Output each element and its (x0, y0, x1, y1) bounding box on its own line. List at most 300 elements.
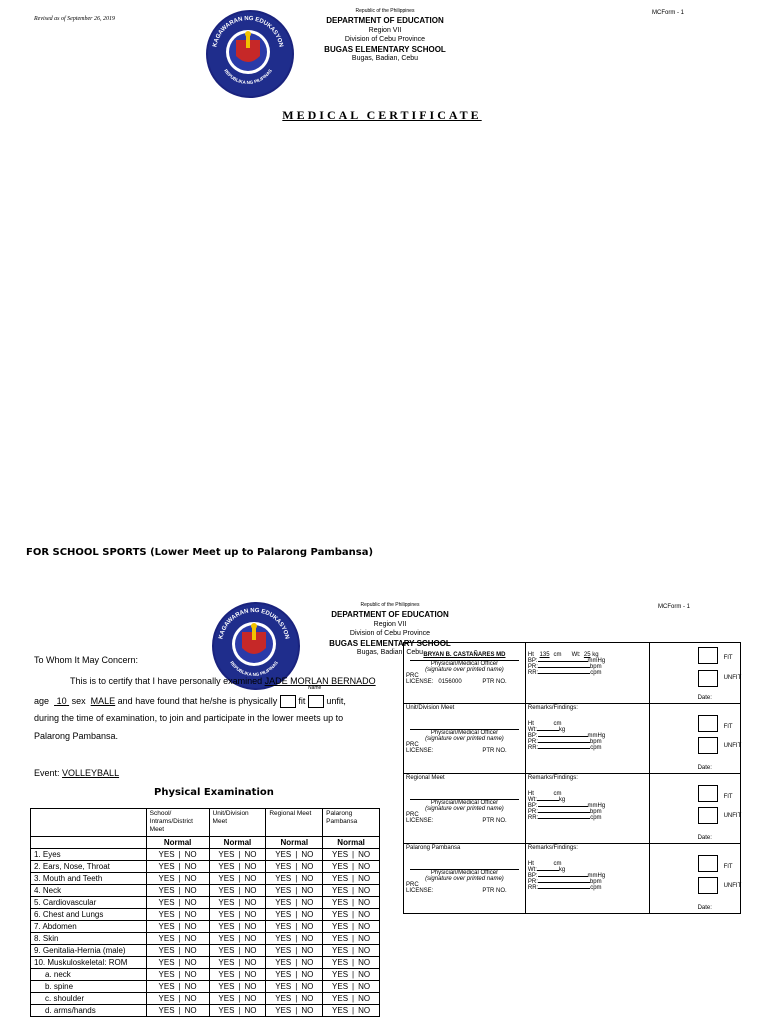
pe-yes-no-cell[interactable] (266, 945, 323, 957)
pe-yes-no-cell[interactable] (323, 1005, 380, 1017)
pe-yes-no-cell[interactable] (266, 981, 323, 993)
table-row (31, 897, 380, 909)
pe-yes-no-cell[interactable] (323, 849, 380, 861)
pe-yes-no-cell[interactable] (146, 993, 209, 1005)
yes-option[interactable]: YES (218, 886, 235, 895)
table-row (31, 861, 380, 873)
pe-yes-no-cell[interactable] (323, 945, 380, 957)
yes-option[interactable]: YES (218, 922, 235, 931)
table-row (31, 849, 380, 861)
no-option[interactable]: NO (358, 910, 371, 919)
no-option[interactable]: NO (184, 862, 197, 871)
yes-no-separator: | (352, 898, 355, 907)
yes-option[interactable]: YES (158, 886, 175, 895)
event-line (34, 768, 119, 778)
no-option[interactable]: NO (358, 850, 371, 859)
yes-option[interactable]: YES (275, 886, 292, 895)
physician-name[interactable] (410, 861, 519, 870)
no-option[interactable]: NO (358, 982, 371, 991)
pe-yes-no-cell[interactable] (266, 849, 323, 861)
physician-name[interactable]: BRYAN B. CASTAÑARES MD (410, 652, 519, 661)
yes-option[interactable]: YES (275, 970, 292, 979)
pe-yes-no-cell[interactable] (323, 885, 380, 897)
yes-option[interactable]: YES (158, 970, 175, 979)
physician-name[interactable] (410, 791, 519, 800)
pe-yes-no-cell[interactable] (266, 885, 323, 897)
yes-option[interactable]: YES (218, 862, 235, 871)
yes-option[interactable]: YES (332, 850, 349, 859)
yes-option[interactable]: YES (332, 1006, 349, 1015)
pe-yes-no-cell[interactable] (266, 909, 323, 921)
officer-label: Physician/Medical Officer (430, 661, 499, 667)
meet-physician-cell (404, 774, 526, 844)
pe-yes-no-cell[interactable] (146, 909, 209, 921)
pe-yes-no-cell[interactable] (323, 897, 380, 909)
height-field[interactable]: Ht cm (527, 861, 562, 867)
pe-item-label: 3. Mouth and Teeth (31, 873, 147, 885)
officer-label: Physician/Medical Officer (430, 730, 499, 736)
license-line: LICENSE: PTR NO. (406, 748, 507, 754)
svg-text:KAGAWARAN NG EDUKASYON: KAGAWARAN NG EDUKASYON (212, 15, 284, 48)
pe-title: Physical Examination (154, 787, 274, 798)
republic-label: Republic of the Philippines (355, 8, 415, 14)
prc-label: PRC (406, 742, 419, 748)
yes-option[interactable]: YES (158, 862, 175, 871)
yes-option[interactable]: YES (275, 898, 292, 907)
yes-option[interactable]: YES (275, 862, 292, 871)
no-option[interactable]: NO (184, 898, 197, 907)
yes-option[interactable]: YES (218, 874, 235, 883)
table-row (31, 969, 380, 981)
unfit-label: UNFIT (723, 675, 742, 681)
unfit-checkbox[interactable] (308, 695, 324, 708)
yes-no-separator: | (178, 874, 181, 883)
date-label: Date: (697, 695, 712, 701)
pe-item-label: 5. Cardiovascular (31, 897, 147, 909)
no-option[interactable]: NO (358, 862, 371, 871)
signature-caption: (signature over printed name) (425, 876, 504, 882)
pe-yes-no-cell[interactable] (266, 1005, 323, 1017)
yes-option[interactable]: YES (218, 850, 235, 859)
meet-physician-cell (404, 704, 526, 774)
pe-yes-no-cell[interactable] (146, 1005, 209, 1017)
yes-option[interactable]: YES (158, 898, 175, 907)
meet-row (404, 844, 741, 914)
no-option[interactable]: NO (358, 934, 371, 943)
yes-option[interactable]: YES (158, 874, 175, 883)
pe-yes-no-cell[interactable] (209, 897, 266, 909)
no-option[interactable]: NO (301, 910, 314, 919)
license-line: LICENSE: PTR NO. (406, 888, 507, 894)
yes-no-separator: | (352, 1006, 355, 1015)
school-name: BUGAS ELEMENTARY SCHOOL (324, 45, 446, 54)
bp-field[interactable]: BP: mmHg (527, 658, 606, 664)
pe-yes-no-cell[interactable] (323, 993, 380, 1005)
pe-yes-no-cell[interactable] (209, 945, 266, 957)
yes-option[interactable]: YES (218, 994, 235, 1003)
fit-box[interactable] (698, 785, 718, 802)
yes-option[interactable]: YES (332, 898, 349, 907)
pe-header-regional: Regional Meet (266, 809, 323, 837)
no-option[interactable]: NO (358, 922, 371, 931)
yes-option[interactable]: YES (158, 850, 175, 859)
yes-no-separator: | (238, 946, 241, 955)
yes-no-separator: | (295, 850, 298, 859)
no-option[interactable]: NO (244, 946, 257, 955)
pe-yes-no-cell[interactable] (266, 861, 323, 873)
yes-no-separator: | (238, 958, 241, 967)
pe-header-school: School/ Intrams/District Meet (146, 809, 209, 837)
no-option[interactable]: NO (184, 1006, 197, 1015)
pr-field[interactable]: PR: bpm (527, 879, 602, 885)
no-option[interactable]: NO (301, 994, 314, 1003)
pe-yes-no-cell[interactable] (266, 993, 323, 1005)
yes-no-separator: | (238, 898, 241, 907)
yes-option[interactable]: YES (275, 850, 292, 859)
no-option[interactable]: NO (358, 898, 371, 907)
fit-label: fit (298, 695, 306, 706)
event-value: VOLLEYBALL (62, 768, 120, 778)
yes-no-separator: | (295, 946, 298, 955)
no-option[interactable]: NO (184, 922, 197, 931)
no-option[interactable]: NO (244, 970, 257, 979)
school-address: Bugas, Badian, Cebu (351, 55, 419, 62)
pe-yes-no-cell[interactable] (146, 885, 209, 897)
no-option[interactable]: NO (184, 886, 197, 895)
participation-line: during the time of examination, to join and participate in the lower meets up to (34, 713, 344, 723)
no-option[interactable]: NO (244, 982, 257, 991)
pe-yes-no-cell[interactable] (209, 981, 266, 993)
yes-no-separator: | (238, 1006, 241, 1015)
age-label: age (34, 695, 50, 706)
unfit-box[interactable] (698, 737, 718, 754)
rr-field[interactable]: RR: cpm (527, 670, 602, 676)
meet-name: Palarong Pambansa (406, 845, 461, 851)
pe-yes-no-cell[interactable] (209, 993, 266, 1005)
greeting: To Whom It May Concern: (34, 655, 139, 665)
yes-option[interactable]: YES (275, 910, 292, 919)
table-row (31, 981, 380, 993)
yes-no-separator: | (238, 886, 241, 895)
deped-seal-logo (206, 10, 294, 98)
pe-yes-no-cell[interactable] (266, 933, 323, 945)
no-option[interactable]: NO (301, 862, 314, 871)
no-option[interactable]: NO (358, 1006, 371, 1015)
yes-option[interactable]: YES (332, 862, 349, 871)
yes-no-separator: | (178, 886, 181, 895)
height-field[interactable]: Ht cm (527, 721, 562, 727)
yes-no-separator: | (295, 910, 298, 919)
pe-normal-blank (31, 837, 147, 849)
pe-item-label: 1. Eyes (31, 849, 147, 861)
bp-field[interactable]: BP: mmHg (527, 803, 606, 809)
no-option[interactable]: NO (301, 934, 314, 943)
yes-option[interactable]: YES (275, 874, 292, 883)
pe-yes-no-cell[interactable] (323, 957, 380, 969)
unfit-box[interactable] (698, 877, 718, 894)
no-option[interactable]: NO (301, 922, 314, 931)
yes-no-separator: | (178, 970, 181, 979)
rr-field[interactable]: RR: cpm (527, 885, 602, 891)
pe-yes-no-cell[interactable] (323, 861, 380, 873)
yes-option[interactable]: YES (275, 934, 292, 943)
no-option[interactable]: NO (184, 934, 197, 943)
pe-yes-no-cell[interactable] (266, 969, 323, 981)
no-option[interactable]: NO (184, 994, 197, 1003)
yes-option[interactable]: YES (332, 970, 349, 979)
pe-yes-no-cell[interactable] (209, 909, 266, 921)
no-option[interactable]: NO (358, 886, 371, 895)
section-title: FOR SCHOOL SPORTS (Lower Meet up to Palarong Pambansa) (26, 547, 374, 558)
yes-option[interactable]: YES (218, 946, 235, 955)
age-value: 10 (56, 695, 67, 706)
yes-option[interactable]: YES (332, 994, 349, 1003)
no-option[interactable]: NO (244, 934, 257, 943)
pe-yes-no-cell[interactable] (146, 933, 209, 945)
no-option[interactable]: NO (244, 898, 257, 907)
pe-yes-no-cell[interactable] (146, 849, 209, 861)
weight-field[interactable]: Wt: kg (527, 727, 566, 733)
no-option[interactable]: NO (358, 946, 371, 955)
meet-name: Unit/Division Meet (406, 705, 455, 711)
table-row (31, 909, 380, 921)
pe-yes-no-cell[interactable] (146, 957, 209, 969)
height-field[interactable]: Ht cm (527, 791, 562, 797)
yes-option[interactable]: YES (158, 1006, 175, 1015)
yes-option[interactable]: YES (158, 982, 175, 991)
pe-item-label: 8. Skin (31, 933, 147, 945)
fit-box[interactable] (698, 855, 718, 872)
yes-no-separator: | (295, 970, 298, 979)
pe-yes-no-cell[interactable] (323, 933, 380, 945)
pe-yes-no-cell[interactable] (146, 969, 209, 981)
meet-vitals-cell (525, 643, 649, 704)
pe-yes-no-cell[interactable] (323, 921, 380, 933)
yes-no-separator: | (238, 934, 241, 943)
pe-yes-no-cell[interactable] (266, 921, 323, 933)
pr-field[interactable]: PR: bpm (527, 739, 602, 745)
fit-checkbox[interactable] (280, 695, 296, 708)
no-option[interactable]: NO (301, 898, 314, 907)
no-option[interactable]: NO (184, 850, 197, 859)
no-option[interactable]: NO (301, 1006, 314, 1015)
no-option[interactable]: NO (301, 970, 314, 979)
unfit-box[interactable] (698, 670, 718, 687)
no-option[interactable]: NO (301, 982, 314, 991)
no-option[interactable]: NO (301, 946, 314, 955)
svg-text:KAGAWARAN NG EDUKASYON: KAGAWARAN NG EDUKASYON (218, 607, 290, 640)
unfit-label: UNFIT (723, 743, 742, 749)
yes-option[interactable]: YES (158, 910, 175, 919)
pe-yes-no-cell[interactable] (209, 969, 266, 981)
fit-box[interactable] (698, 647, 718, 664)
yes-option[interactable]: YES (158, 934, 175, 943)
pe-yes-no-cell[interactable] (146, 897, 209, 909)
meets-table (403, 642, 741, 914)
event-label: Event: (34, 768, 60, 778)
republic-label-2: Republic of the Philippines (360, 602, 420, 608)
no-option[interactable]: NO (244, 910, 257, 919)
pe-yes-no-cell[interactable] (323, 981, 380, 993)
no-option[interactable]: NO (184, 970, 197, 979)
no-option[interactable]: NO (301, 958, 314, 967)
pe-yes-no-cell[interactable] (146, 873, 209, 885)
no-option[interactable]: NO (244, 874, 257, 883)
yes-option[interactable]: YES (332, 886, 349, 895)
meet-result-cell (649, 844, 740, 914)
yes-option[interactable]: YES (218, 934, 235, 943)
pe-normal-label: Normal (266, 837, 323, 849)
pe-yes-no-cell[interactable] (209, 1005, 266, 1017)
yes-option[interactable]: YES (275, 958, 292, 967)
no-option[interactable]: NO (358, 970, 371, 979)
pe-yes-no-cell[interactable] (146, 861, 209, 873)
weight-field[interactable]: Wt: kg (527, 867, 566, 873)
bp-field[interactable]: BP: mmHg (527, 733, 606, 739)
yes-option[interactable]: YES (332, 958, 349, 967)
pe-yes-no-cell[interactable] (209, 849, 266, 861)
pe-item-label: 4. Neck (31, 885, 147, 897)
no-option[interactable]: NO (244, 886, 257, 895)
yes-option[interactable]: YES (275, 982, 292, 991)
no-option[interactable]: NO (301, 850, 314, 859)
yes-option[interactable]: YES (332, 934, 349, 943)
pe-yes-no-cell[interactable] (323, 969, 380, 981)
yes-option[interactable]: YES (158, 958, 175, 967)
weight-field[interactable]: Wt: kg (527, 797, 566, 803)
yes-option[interactable]: YES (332, 946, 349, 955)
rr-field[interactable]: RR: cpm (527, 815, 602, 821)
prc-label: PRC (406, 812, 419, 818)
region-label: Region VII (368, 27, 402, 34)
yes-no-separator: | (238, 874, 241, 883)
yes-no-separator: | (238, 862, 241, 871)
yes-no-separator: | (178, 922, 181, 931)
meet-row (404, 704, 741, 774)
rr-field[interactable]: RR: cpm (527, 745, 602, 751)
yes-no-separator: | (352, 886, 355, 895)
table-row (31, 1005, 380, 1017)
pr-field[interactable]: PR: bpm (527, 664, 602, 670)
no-option[interactable]: NO (358, 994, 371, 1003)
yes-option[interactable]: YES (158, 922, 175, 931)
yes-option[interactable]: YES (332, 922, 349, 931)
no-option[interactable]: NO (184, 946, 197, 955)
no-option[interactable]: NO (301, 886, 314, 895)
height-field[interactable]: Ht 135 cm Wt: 25 kg (527, 652, 599, 658)
pe-yes-no-cell[interactable] (209, 861, 266, 873)
certify-line (70, 676, 376, 686)
no-option[interactable]: NO (244, 850, 257, 859)
table-row (31, 933, 380, 945)
no-option[interactable]: NO (244, 1006, 257, 1015)
pe-yes-no-cell[interactable] (209, 933, 266, 945)
yes-no-separator: | (178, 910, 181, 919)
yes-option[interactable]: YES (275, 922, 292, 931)
unfit-label: UNFIT (723, 813, 742, 819)
yes-no-separator: | (238, 970, 241, 979)
no-option[interactable]: NO (184, 958, 197, 967)
pe-item-label: d. arms/hands (31, 1005, 147, 1017)
yes-option[interactable]: YES (218, 970, 235, 979)
no-option[interactable]: NO (244, 922, 257, 931)
no-option[interactable]: NO (358, 874, 371, 883)
yes-option[interactable]: YES (332, 910, 349, 919)
pe-yes-no-cell[interactable] (146, 921, 209, 933)
yes-option[interactable]: YES (275, 994, 292, 1003)
school-address-2: Bugas, Badian, Cebu (356, 649, 424, 656)
pe-yes-no-cell[interactable] (209, 885, 266, 897)
region-label-2: Region VII (373, 621, 407, 628)
yes-option[interactable]: YES (218, 982, 235, 991)
pr-field[interactable]: PR: bpm (527, 809, 602, 815)
yes-option[interactable]: YES (158, 994, 175, 1003)
yes-option[interactable]: YES (218, 910, 235, 919)
yes-no-separator: | (238, 994, 241, 1003)
pe-yes-no-cell[interactable] (266, 957, 323, 969)
bp-field[interactable]: BP: mmHg (527, 873, 606, 879)
svg-text:REPUBLIKA NG PILIPINAS: REPUBLIKA NG PILIPINAS (229, 660, 279, 678)
yes-no-separator: | (238, 982, 241, 991)
no-option[interactable]: NO (184, 910, 197, 919)
table-row (31, 885, 380, 897)
yes-option[interactable]: YES (158, 946, 175, 955)
revised-date: Revised as of September 26, 2019 (34, 16, 115, 22)
pe-item-label: 6. Chest and Lungs (31, 909, 147, 921)
pe-yes-no-cell[interactable] (146, 981, 209, 993)
yes-no-separator: | (352, 874, 355, 883)
no-option[interactable]: NO (358, 958, 371, 967)
yes-no-separator: | (295, 1006, 298, 1015)
unfit-box[interactable] (698, 807, 718, 824)
no-option[interactable]: NO (244, 862, 257, 871)
pe-yes-no-cell[interactable] (323, 909, 380, 921)
pe-yes-no-cell[interactable] (266, 873, 323, 885)
no-option[interactable]: NO (301, 874, 314, 883)
yes-option[interactable]: YES (218, 958, 235, 967)
meet-name (406, 644, 523, 652)
pe-yes-no-cell[interactable] (146, 945, 209, 957)
pe-normal-label: Normal (209, 837, 266, 849)
pe-yes-no-cell[interactable] (323, 873, 380, 885)
table-row (31, 873, 380, 885)
yes-no-separator: | (238, 922, 241, 931)
pe-yes-no-cell[interactable] (209, 957, 266, 969)
yes-option[interactable]: YES (218, 898, 235, 907)
no-option[interactable]: NO (244, 994, 257, 1003)
yes-option[interactable]: YES (218, 1006, 235, 1015)
no-option[interactable]: NO (184, 982, 197, 991)
table-row (31, 993, 380, 1005)
yes-option[interactable]: YES (332, 982, 349, 991)
sex-value: MALE (90, 695, 116, 706)
yes-option[interactable]: YES (332, 874, 349, 883)
yes-no-separator: | (352, 862, 355, 871)
yes-option[interactable]: YES (275, 1006, 292, 1015)
fit-label: FIT (723, 794, 733, 800)
prc-label: PRC (406, 673, 419, 679)
pe-yes-no-cell[interactable] (209, 921, 266, 933)
yes-option[interactable]: YES (275, 946, 292, 955)
fit-box[interactable] (698, 715, 718, 732)
pe-yes-no-cell[interactable] (266, 897, 323, 909)
physician-name[interactable] (410, 721, 519, 730)
division-label-2: Division of Cebu Province (349, 630, 431, 637)
pe-yes-no-cell[interactable] (209, 873, 266, 885)
date-label: Date: (697, 835, 712, 841)
no-option[interactable]: NO (184, 874, 197, 883)
no-option[interactable]: NO (244, 958, 257, 967)
